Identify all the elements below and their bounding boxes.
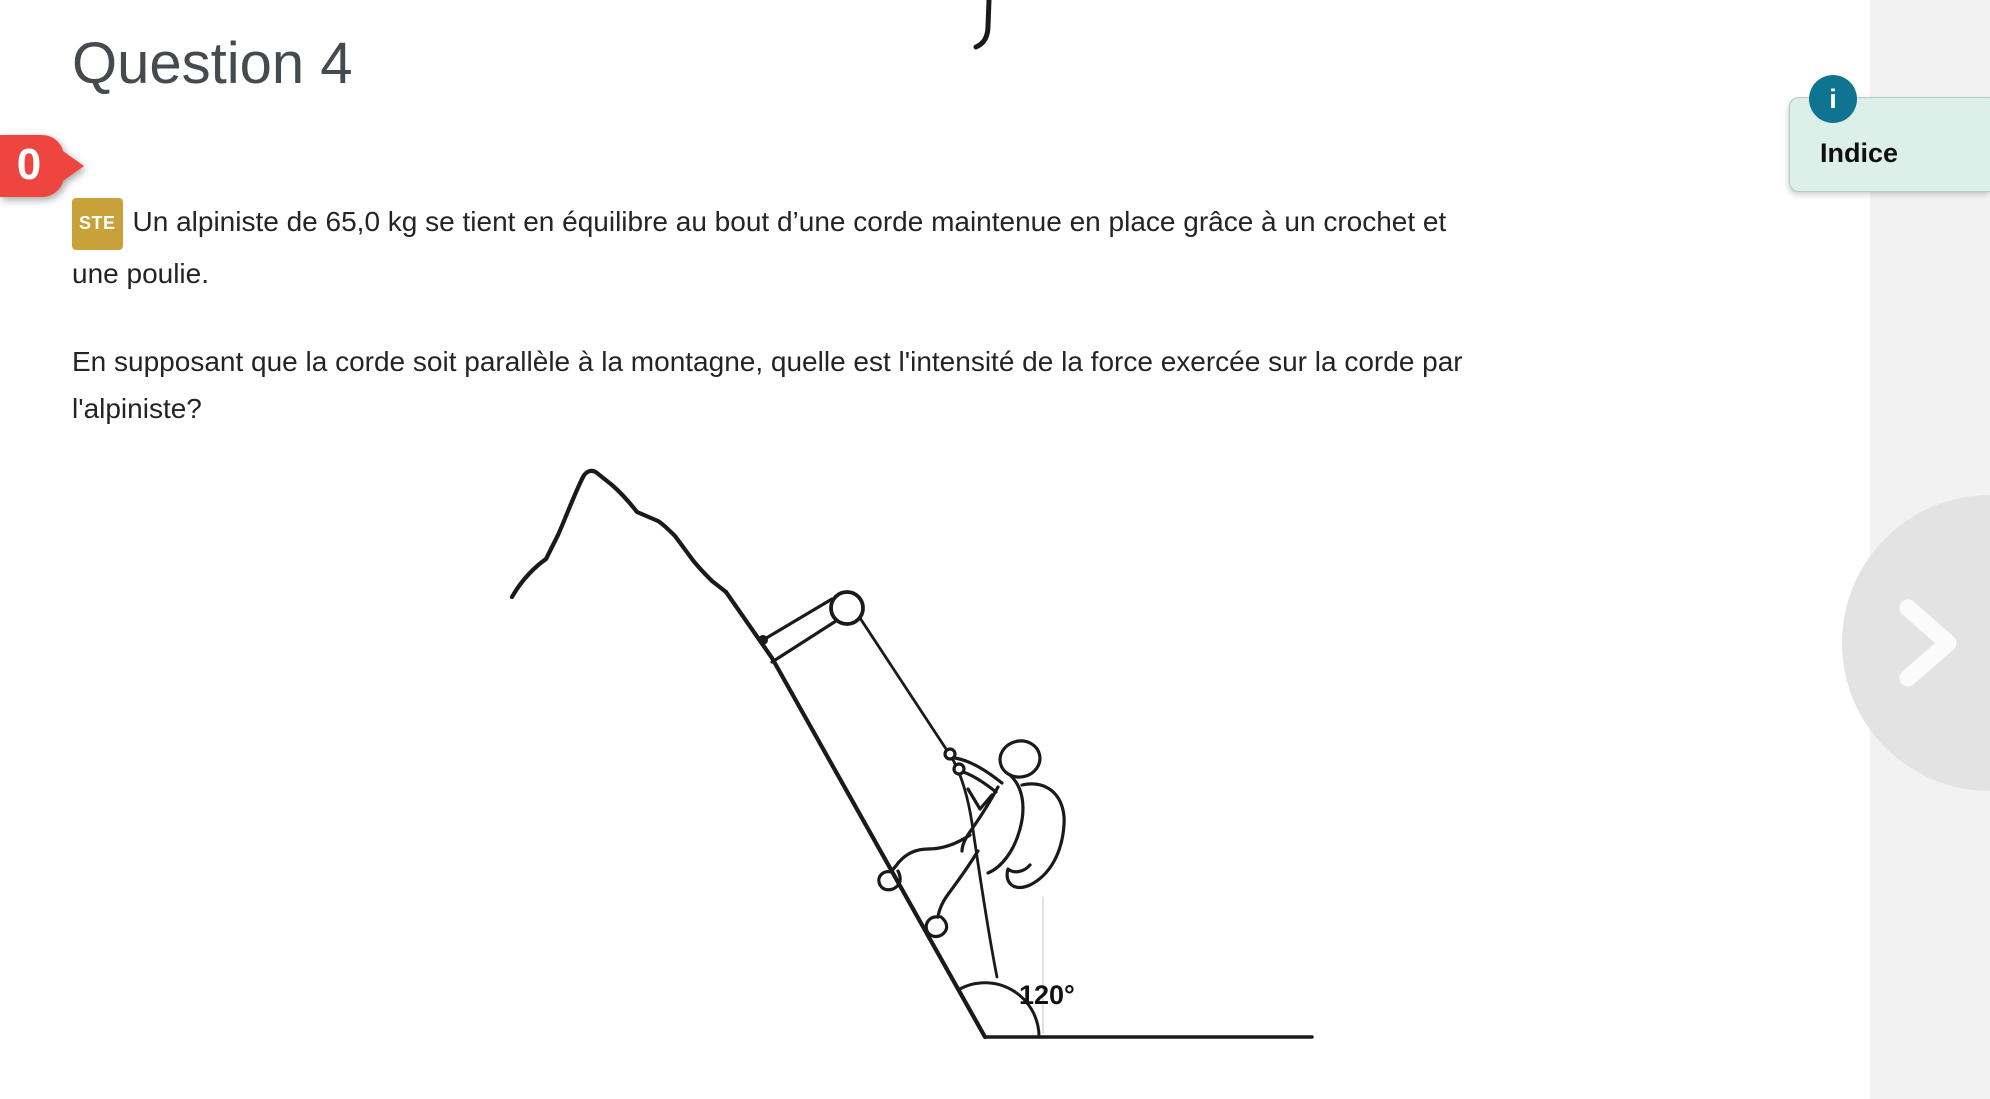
chevron-right-icon: [1898, 598, 1962, 688]
question-paragraph-2: [72, 338, 1463, 432]
angle-label: 120°: [1019, 980, 1075, 1010]
climber-backpack: [1007, 784, 1064, 888]
climber-boot: [926, 917, 946, 937]
mountain-slope: [726, 592, 985, 1037]
score-badge: [0, 135, 64, 197]
climber-diagram: [500, 455, 1320, 1045]
hint-label: Indice: [1820, 138, 1899, 168]
info-icon[interactable]: [1809, 75, 1857, 123]
ste-tag-badge: STE: [72, 198, 123, 250]
question-text: l'alpiniste?: [72, 393, 202, 424]
question-line: [72, 198, 1446, 250]
score-badge-value: 0: [16, 140, 42, 189]
question-text: une poulie.: [72, 258, 210, 289]
cropped-drawing-stroke: [966, 0, 1006, 52]
bracket-upper: [763, 599, 832, 640]
question-text: En supposant que la corde soit parallèle à la montagne, quelle est l'intensité de la force exercée sur la corde par: [72, 346, 1463, 377]
hint-button[interactable]: [1789, 83, 1990, 192]
climber-head: [997, 737, 1044, 781]
climber-leg: [938, 851, 978, 917]
page-title: Question 4: [72, 31, 353, 96]
question-text: Un alpiniste de 65,0 kg se tient en équilibre au bout d’une corde maintenue en place grâce à un crochet et: [132, 206, 1447, 237]
mountain-ridge: [512, 471, 726, 597]
next-question-button[interactable]: [1842, 495, 1990, 791]
info-icon-glyph: i: [1829, 83, 1837, 114]
question-paragraph-1: [72, 198, 1446, 297]
climber: [879, 737, 1064, 936]
score-badge-pointer: [60, 149, 84, 183]
pulley: [831, 592, 863, 624]
climber-thigh: [899, 835, 970, 862]
